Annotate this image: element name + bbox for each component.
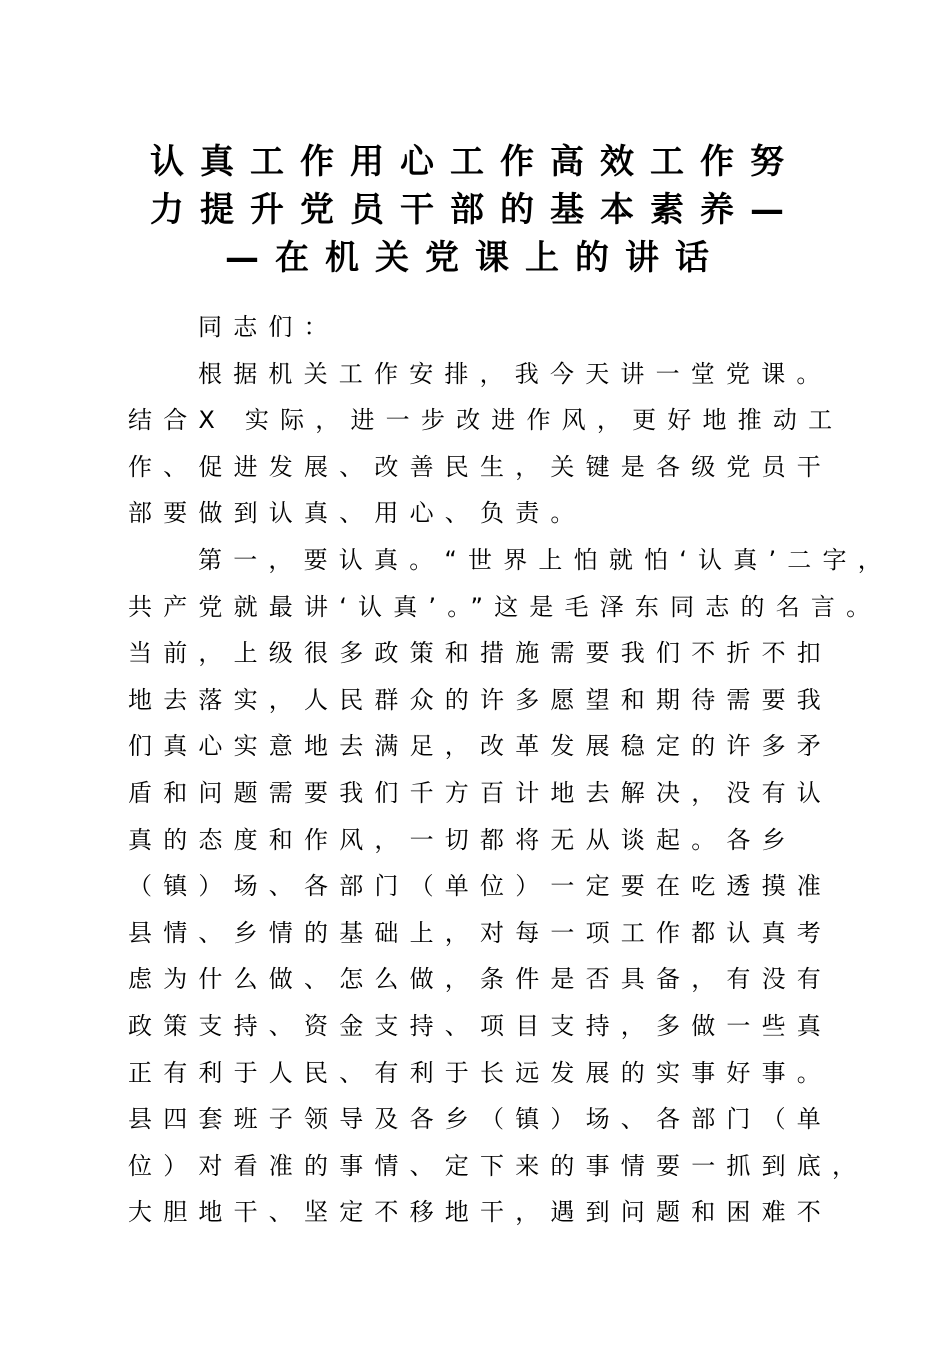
paragraph-line: 地去落实，人民群众的许多愿望和期待需要我 bbox=[128, 685, 832, 714]
paragraph-line: 真的态度和作风，一切都将无从谈起。各乡 bbox=[128, 825, 797, 854]
paragraph-line: 县情、乡情的基础上，对每一项工作都认真考 bbox=[128, 918, 832, 947]
document-title bbox=[130, 138, 820, 282]
paragraph-line: 作、促进发展、改善民生，关键是各级党员干 bbox=[128, 452, 832, 481]
title-line: 认真工作用心工作高效工作努 bbox=[150, 142, 800, 182]
paragraph-line: 虑为什么做、怎么做，条件是否具备，有没有 bbox=[128, 965, 832, 994]
paragraph-line: （镇）场、各部门（单位）一定要在吃透摸准 bbox=[128, 872, 832, 901]
paragraph-line: 位）对看准的事情、定下来的事情要一抓到底， bbox=[128, 1151, 868, 1180]
paragraph-line: 部要做到认真、用心、负责。 bbox=[128, 499, 586, 528]
paragraph-line: 第一，要认真。“世界上怕就怕‘认真’二字， bbox=[198, 545, 893, 574]
paragraph-line: 们真心实意地去满足，改革发展稳定的许多矛 bbox=[128, 732, 832, 761]
title-line: 力提升党员干部的基本素养— bbox=[150, 190, 800, 230]
paragraph-line: 共产党就最讲‘认真’。”这是毛泽东同志的名言。 bbox=[128, 592, 882, 621]
title-line: —在机关党课上的讲话 bbox=[225, 238, 725, 278]
paragraph-line: 政策支持、资金支持、项目支持，多做一些真 bbox=[128, 1011, 832, 1040]
paragraph-line: 县四套班子领导及各乡（镇）场、各部门（单 bbox=[128, 1105, 832, 1134]
paragraph-line: 盾和问题需要我们千方百计地去解决，没有认 bbox=[128, 778, 832, 807]
paragraph-line: 当前，上级很多政策和措施需要我们不折不扣 bbox=[128, 639, 832, 668]
paragraph-line: 结合X 实际，进一步改进作风，更好地推动工 bbox=[128, 406, 844, 435]
paragraph-line: 大胆地干、坚定不移地干，遇到问题和困难不 bbox=[128, 1198, 832, 1227]
paragraph-line: 根据机关工作安排，我今天讲一堂党课。 bbox=[198, 359, 832, 388]
paragraph-line: 正有利于人民、有利于长远发展的实事好事。 bbox=[128, 1058, 832, 1087]
salutation: 同志们： bbox=[198, 313, 339, 341]
document-body bbox=[128, 304, 893, 1236]
